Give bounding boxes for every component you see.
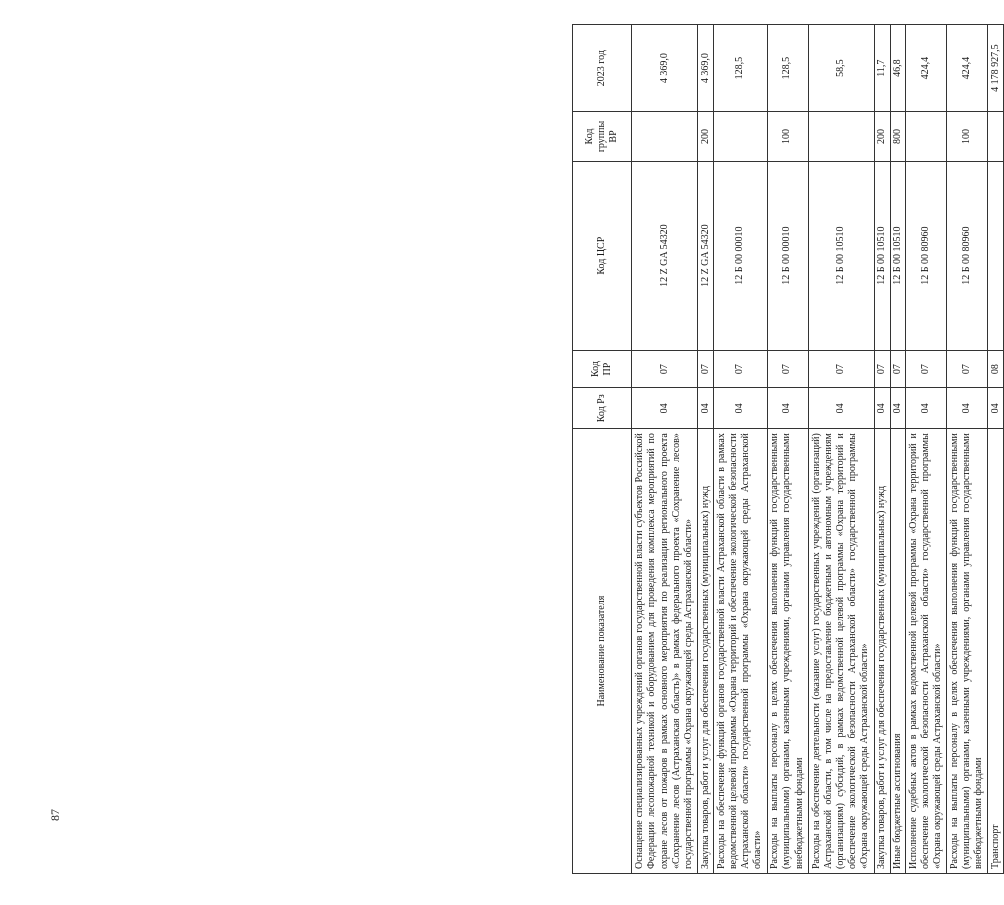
table-row: [767, 25, 808, 874]
row-csr: 12 Б 00 10510: [874, 161, 890, 350]
header-rz: Код Рз: [573, 388, 632, 429]
row-rz: 04: [808, 388, 874, 429]
row-vr: 100: [947, 112, 988, 161]
row-rz: 04: [906, 388, 947, 429]
row-rz: 04: [874, 388, 890, 429]
row-csr: 12 Б 00 80960: [947, 161, 988, 350]
budget-table: [572, 24, 1004, 874]
row-sum: 4 178 927,5: [988, 25, 1004, 112]
row-vr: 100: [767, 112, 808, 161]
row-name: Исполнение судебных актов в рамках ведомственной целевой программы «Охрана территорий и обеспечение экологической безопасности Астраханской области» государственной программы «Охрана окружающей среды Астраханской области»: [906, 429, 947, 874]
header-csr: Код ЦСР: [573, 161, 632, 350]
row-name: Закупка товаров, работ и услуг для обеспечения государственных (муниципальных) нужд: [698, 429, 714, 874]
table-row: [808, 25, 874, 874]
row-vr: 200: [698, 112, 714, 161]
row-name: Оснащение специализированных учреждений органов государственной власти субъектов Российской Федерации лесопожарной техникой и оборудованием для проведения комплекса мероприятий по охране лесов от пожаров в рамках основного мероприятия по реализации регионального проекта «Сохранение лесов (Астраханская область)» в рамках федерального проекта «Сохранение лесов» государственной программы «Охрана окружающей среды Астраханской области»: [632, 429, 698, 874]
row-csr: 12 Б 00 10510: [890, 161, 906, 350]
row-sum: 424,4: [947, 25, 988, 112]
row-vr: [988, 112, 1004, 161]
table-row: [713, 25, 767, 874]
header-vr: Код группы ВР: [573, 112, 632, 161]
row-name: Закупка товаров, работ и услуг для обеспечения государственных (муниципальных) нужд: [874, 429, 890, 874]
header-sum: 2023 год: [573, 25, 632, 112]
row-rz: 04: [890, 388, 906, 429]
table-row: [988, 25, 1004, 874]
row-csr: 12 Z GA 54320: [698, 161, 714, 350]
row-rz: 04: [632, 388, 698, 429]
table-row: [698, 25, 714, 874]
row-name: Расходы на обеспечение деятельности (оказание услуг) государственных учреждений (организаций) Астраханской области, в том числе на предоставление бюджетным и автономным учреждениям (организациям) субсидий, в рамках ведомственной целевой программы «Охрана территорий и обеспечение экологической безопасности Астраханской области» государственной программы «Охрана окружающей среды Астраханской области»: [808, 429, 874, 874]
page-number: 87: [48, 809, 62, 821]
row-rz: 04: [698, 388, 714, 429]
row-name: Расходы на обеспечение функций органов государственной власти Астраханской области в рамках ведомственной целевой программы «Охрана территорий и обеспечение экологической безопасности Астраханской области» государственной программы «Охрана окружающей среды Астраханской области»: [713, 429, 767, 874]
table-row: [874, 25, 890, 874]
row-vr: [632, 112, 698, 161]
header-pr: Код ПР: [573, 350, 632, 388]
row-csr: 12 Б 00 00010: [713, 161, 767, 350]
row-pr: 07: [767, 350, 808, 388]
row-rz: 04: [767, 388, 808, 429]
row-sum: 128,5: [713, 25, 767, 112]
row-csr: 12 Б 00 00010: [767, 161, 808, 350]
row-pr: 07: [632, 350, 698, 388]
row-vr: [906, 112, 947, 161]
row-rz: 04: [947, 388, 988, 429]
row-pr: 07: [874, 350, 890, 388]
row-pr: 08: [988, 350, 1004, 388]
table-row: [890, 25, 906, 874]
row-csr: [988, 161, 1004, 350]
row-sum: 11,7: [874, 25, 890, 112]
table-row: [632, 25, 698, 874]
rotated-table-wrapper: [572, 24, 1004, 874]
row-sum: 424,4: [906, 25, 947, 112]
row-rz: 04: [988, 388, 1004, 429]
row-sum: 128,5: [767, 25, 808, 112]
row-rz: 04: [713, 388, 767, 429]
row-csr: 12 Б 00 10510: [808, 161, 874, 350]
row-pr: 07: [713, 350, 767, 388]
row-pr: 07: [890, 350, 906, 388]
row-name: Расходы на выплаты персоналу в целях обеспечения выполнения функций государственными (муниципальными) органами, казенными учреждениями, органами управления государственными внебюджетными фондами: [947, 429, 988, 874]
row-name: Иные бюджетные ассигнования: [890, 429, 906, 874]
table-header-row: [573, 25, 632, 874]
row-pr: 07: [906, 350, 947, 388]
row-pr: 07: [947, 350, 988, 388]
row-vr: [713, 112, 767, 161]
row-pr: 07: [808, 350, 874, 388]
row-csr: 12 Б 00 80960: [906, 161, 947, 350]
row-sum: 46,8: [890, 25, 906, 112]
row-sum: 4 369,0: [698, 25, 714, 112]
row-pr: 07: [698, 350, 714, 388]
header-name: Наименование показателя: [573, 429, 632, 874]
row-vr: 800: [890, 112, 906, 161]
table-row: [947, 25, 988, 874]
table-row: [906, 25, 947, 874]
row-csr: 12 Z GA 54320: [632, 161, 698, 350]
row-name: Расходы на выплаты персоналу в целях обеспечения выполнения функций государственными (муниципальными) органами, казенными учреждениями, органами управления государственными внебюджетными фондами: [767, 429, 808, 874]
row-sum: 58,5: [808, 25, 874, 112]
row-vr: [808, 112, 874, 161]
row-vr: 200: [874, 112, 890, 161]
row-name: Транспорт: [988, 429, 1004, 874]
row-sum: 4 369,0: [632, 25, 698, 112]
